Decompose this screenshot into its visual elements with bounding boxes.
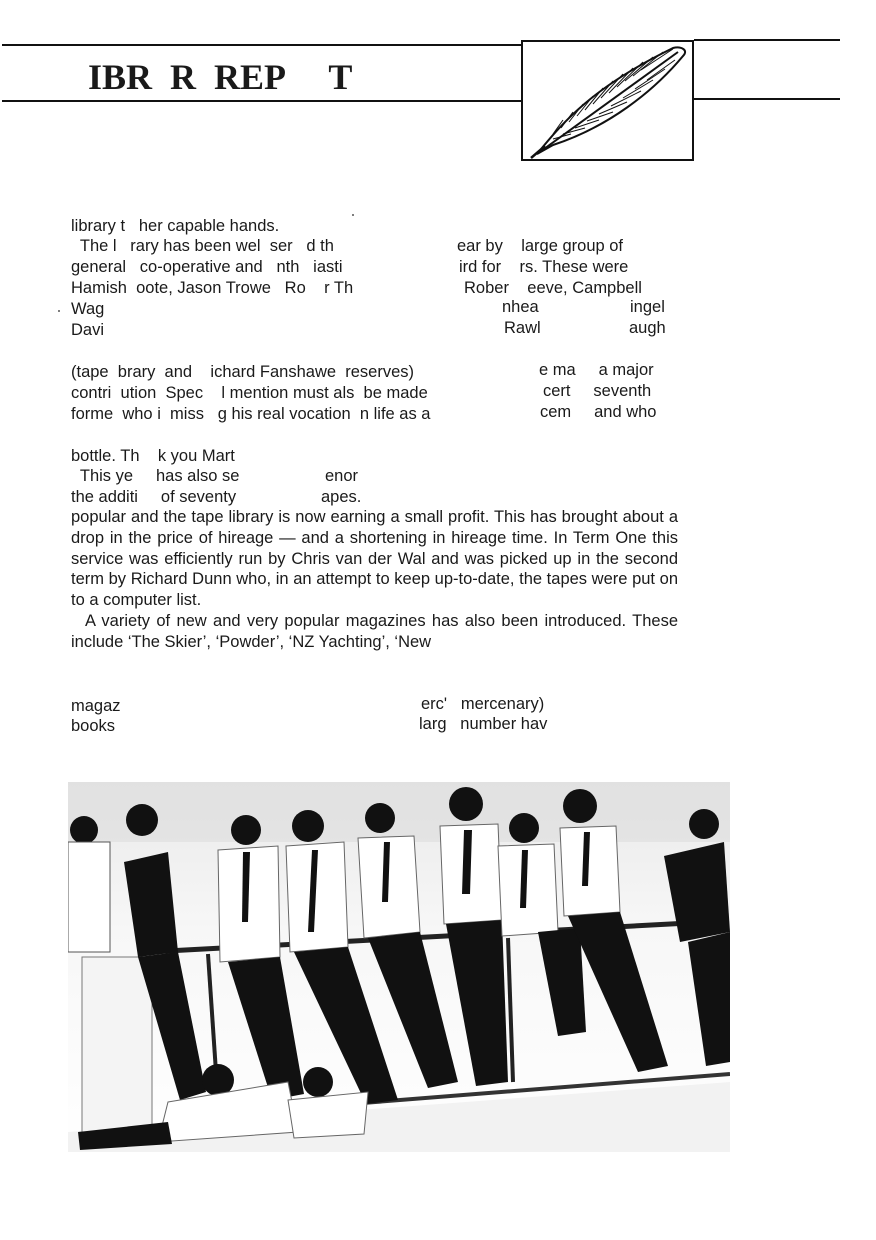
header-bottom-rule-right (694, 98, 840, 100)
text-fragment: enor (325, 467, 359, 485)
text-fragment: Hamish oote, Jason Trowe Ro r Th (71, 279, 354, 297)
text-fragment: cert seventh (543, 382, 652, 400)
text-fragment: library t her capable hands. (71, 217, 280, 235)
text-fragment: Davi (71, 321, 105, 339)
text-fragment: e ma a major (539, 361, 654, 379)
text-fragment: bottle. Th k you Mart (71, 447, 235, 465)
text-fragment: Rober eeve, Campbell (464, 279, 642, 297)
group-of-students-leaning-on-railing-image (68, 782, 730, 1152)
text-fragment: ear by large group of (457, 237, 624, 255)
text-fragment: the additi of seventy (71, 488, 237, 506)
text-fragment: The l rary has been wel ser d th (71, 237, 334, 255)
text-fragment: larg number hav (419, 715, 548, 733)
text-fragment: This ye has also se (71, 467, 240, 485)
page-title: IBR R REP T (88, 57, 353, 97)
quill-feather-icon (523, 42, 692, 159)
text-fragment: (tape brary and ichard Fanshawe reserves) (71, 363, 414, 381)
text-fragment: cem and who (540, 403, 657, 421)
paragraph: A variety of new and very popular magazines has also been introduced. These include ‘The Skier’, ‘Powder’, ‘NZ Yachting’, ‘New (71, 611, 678, 651)
text-fragment: ird for rs. These were (459, 258, 629, 276)
text-fragment: general co-operative and nth iasti (71, 258, 343, 276)
feather-frame (521, 40, 694, 161)
header-top-rule (2, 44, 522, 46)
text-fragment: augh (629, 319, 666, 337)
text-fragment: ingel (630, 298, 665, 316)
body-text (71, 507, 678, 653)
text-fragment: nhea (502, 298, 539, 316)
text-fragment: contri ution Spec l mention must als be made (71, 384, 428, 402)
paragraph: popular and the tape library is now earning a small profit. This has brought about a drop in the price of hireage — and a shortening in hireage time. In Term One this service was efficiently run by Chris van der Wal and was picked up in the second term by Richard Dunn who, in an attempt to keep up-to-date, the tapes were put on to a computer list. (71, 508, 678, 610)
text-fragment: erc' mercenary) (421, 695, 545, 713)
text-fragment: books (71, 717, 116, 735)
header-top-rule-right (694, 39, 840, 41)
text-fragment: Rawl (504, 319, 541, 337)
text-fragment: forme who i miss g his real vocation n life as a (71, 405, 431, 423)
speck (352, 214, 354, 216)
text-fragment: Wag (71, 300, 105, 318)
speck (58, 310, 60, 312)
text-fragment: magaz (71, 697, 121, 715)
text-fragment: apes. (321, 488, 362, 506)
header-bottom-rule (2, 100, 522, 102)
